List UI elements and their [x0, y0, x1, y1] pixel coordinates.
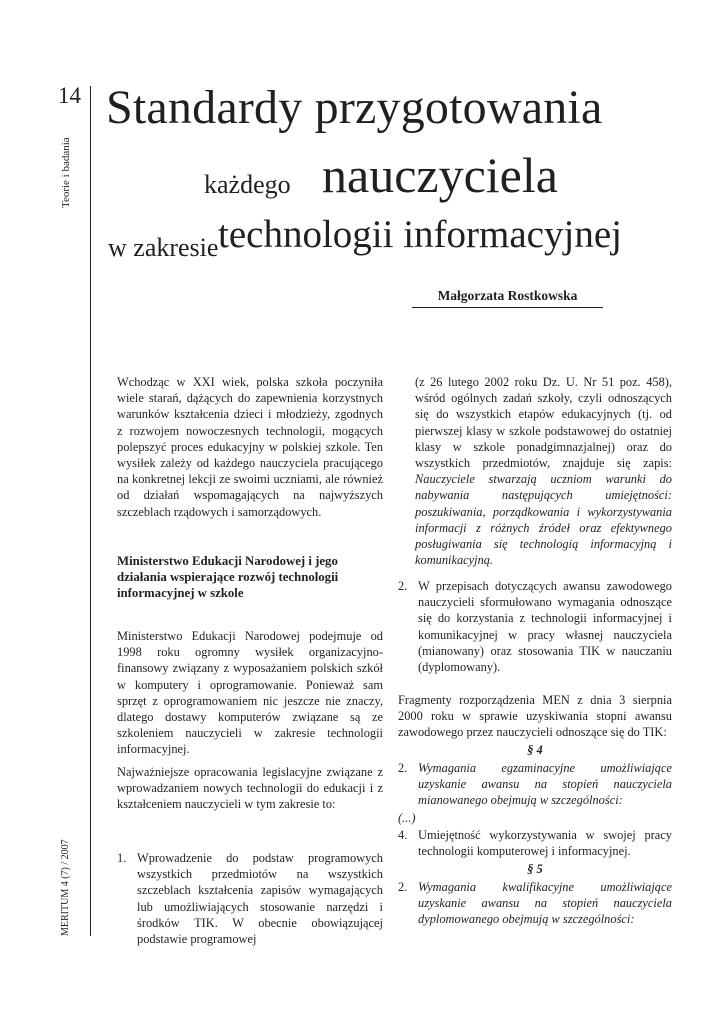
list-number: 1. — [117, 851, 127, 865]
regulation-item — [398, 879, 672, 928]
title-line-1: Standardy przygotowania — [106, 81, 603, 134]
list-text: Wymagania egzaminacyjne umożliwiające uzyskanie awansu na stopień nauczyciela mianowanego obejmują w szczególności: — [418, 761, 672, 808]
regulation-item — [398, 827, 672, 859]
journal-label — [56, 839, 84, 936]
title-line-2-large: nauczyciela — [322, 147, 558, 203]
list-number: 2. — [398, 880, 408, 894]
section-label-text: Teorie i badania — [60, 137, 72, 208]
ellipsis-text: (...) — [398, 811, 416, 825]
section-heading: Ministerstwo Edukacji Narodowej i jego działania wspierające rozwój technologii informacyjnej w szkole — [117, 554, 339, 600]
continued-list-item-1 — [415, 374, 672, 568]
list-number: 4. — [398, 828, 408, 842]
list-text: Wprowadzenie do podstaw programowych wszystkich przedmiotów na wszystkich szczeblach kształcenia zapisów wymagających lub umożliwiających stosowanie narzędzi i środków TIK. W obecnie obowiązującej podstawie programowej — [137, 851, 383, 947]
title-line-3-large: technologii informacyjnej — [218, 213, 622, 256]
list-item-2 — [398, 578, 672, 675]
paragraph — [117, 628, 383, 758]
intro-paragraph — [117, 374, 383, 520]
title-line-2-small: każdego — [204, 170, 291, 199]
quoted-regulation: Nauczyciele stwarzają uczniom warunki do nabywania następujących umiejętności: poszukiwania, porządkowania i wykorzystywania informacji z różnych źródeł oraz efektywnego posługiwania się technologią informacyjną i komunikacyjną. — [415, 472, 672, 568]
continued-text: (z 26 lutego 2002 roku Dz. U. Nr 51 poz. 458), wśród ogólnych zadań szkoły, czyli odnoszących się do wszystkich etapów edukacyjnych (tj. od pierwszej klasy w szkole podstawowej do ostatniej klasy w szkole ponadgimnazjalnej) oraz do wszystkich przedmiotów, znajduje się zapis: — [415, 375, 672, 471]
intro-text: Wchodząc w XXI wiek, polska szkoła poczyniła wiele starań, dążących do zapewnienia korzystnych warunków kształcenia dzieci i młodzieży, zgodnych z rozwojem nowoczesnych technologii, mogących polepszyć proces edukacyjny w polskiej szkole. Ten wysiłek zależy od każdego nauczyciela pracującego na konkretnej lekcji ze swoimi uczniami, ale również od działań wspomagających na najwyższych szczeblach rządowych i samorządowych. — [117, 375, 383, 519]
title-line-3-small: w zakresie — [108, 233, 219, 262]
paragraph — [398, 692, 672, 741]
list-item-1 — [117, 850, 383, 947]
author-name: Małgorzata Rostkowska — [412, 288, 603, 308]
section-label — [56, 122, 84, 208]
list-text: Wymagania kwalifikacyjne umożliwiające uzyskanie awansu na stopień nauczyciela dyplomowanego obejmują w szczególności: — [418, 880, 672, 927]
paragraph-text: Fragmenty rozporządzenia MEN z dnia 3 sierpnia 2000 roku w sprawie uzyskiwania stopni awansu zawodowego przez nauczycieli odnoszące się do TIK: — [398, 693, 672, 740]
journal-label-text: MERITUM 4 (7) / 2007 — [60, 839, 71, 936]
ellipsis — [398, 810, 672, 826]
paragraph-text: Ministerstwo Edukacji Narodowej podejmuje od 1998 roku ogromny wysiłek organizacyjno-finansowy związany z wyposażaniem polskich szkół w komputery i oprogramowanie. Ponieważ sam sprzęt z oprogramowaniem nic jeszcze nie znaczy, dlatego dostawy komputerów związane są ze szkoleniem nauczycieli w zakresie technologii informacyjnej. — [117, 629, 383, 757]
list-text: W przepisach dotyczących awansu zawodowego nauczycieli sformułowano wymagania odnoszące się do korzystania z technologii informacyjnej i komunikacyjnej w pracy własnej nauczyciela (mianowany) oraz stosowania TIK w nauczaniu (dyplomowany). — [418, 579, 672, 675]
list-number: 2. — [398, 579, 408, 593]
paragraph-text: Najważniejsze opracowania legislacyjne związane z wprowadzaniem nowych technologii do edukacji i z kształceniem nauczycieli w tym zakresie to: — [117, 765, 383, 812]
page-number: 14 — [58, 83, 81, 108]
section-mark-4: § 4 — [527, 743, 543, 757]
list-text: Umiejętność wykorzystywania w swojej pracy technologii komputerowej i informacyjnej. — [418, 828, 672, 859]
margin-rule — [90, 86, 91, 936]
paragraph — [117, 764, 383, 813]
section-mark-5: § 5 — [527, 862, 543, 876]
list-number: 2. — [398, 761, 408, 775]
regulation-item — [398, 760, 672, 809]
